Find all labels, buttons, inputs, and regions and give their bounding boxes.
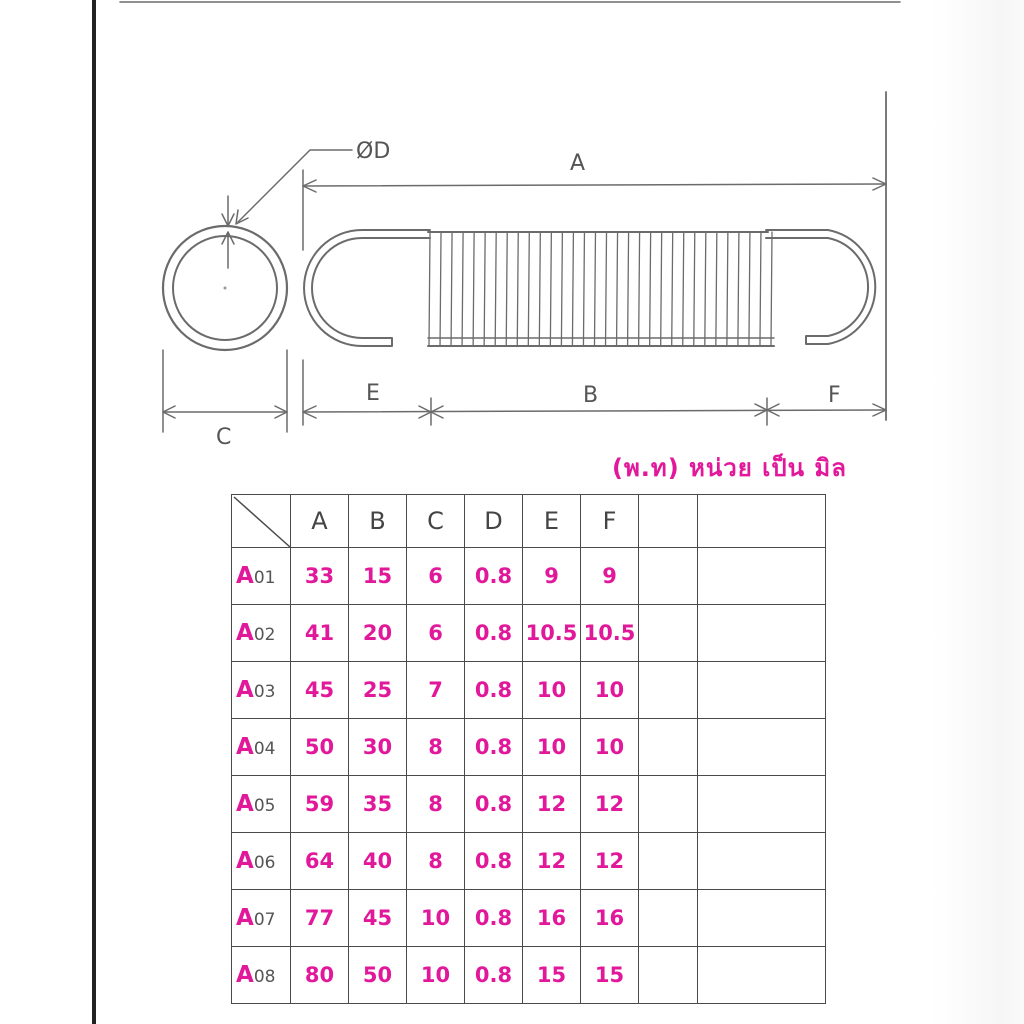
- cell-value: 15: [594, 963, 625, 987]
- table-row: [232, 833, 826, 890]
- blank-cell: [639, 548, 698, 605]
- cell-value: 12: [594, 792, 625, 816]
- cell-value: 59: [304, 792, 335, 816]
- cell-e: [523, 548, 581, 605]
- table-row: [232, 719, 826, 776]
- cell-e: [523, 719, 581, 776]
- cell-value: 25: [362, 678, 393, 702]
- dimension-a: [303, 92, 886, 420]
- diagonal-line: [232, 495, 292, 549]
- cell-value: 10: [420, 906, 451, 930]
- coil-turn: [628, 232, 629, 346]
- cell-value: 16: [594, 906, 625, 930]
- blank-cell: [639, 947, 698, 1004]
- cell-e: [523, 662, 581, 719]
- cell-value: 0.8: [474, 564, 513, 588]
- header-a: A: [291, 495, 349, 548]
- cell-b: [349, 605, 407, 662]
- cell-value: 10: [594, 735, 625, 759]
- coil-turn: [561, 232, 562, 346]
- coil-turn: [672, 232, 673, 346]
- row-code: [232, 776, 291, 833]
- row-code-number: 05: [253, 796, 276, 816]
- cell-value: 35: [362, 792, 393, 816]
- cell-value: 45: [362, 906, 393, 930]
- cell-value: 77: [304, 906, 335, 930]
- cell-c: [407, 662, 465, 719]
- cell-a: [291, 719, 349, 776]
- row-code-letter: A: [236, 734, 254, 760]
- row-code-letter: A: [236, 620, 254, 646]
- cell-c: [407, 605, 465, 662]
- cell-value: 50: [304, 735, 335, 759]
- coil-turn: [462, 232, 463, 346]
- coil-turn: [484, 232, 485, 346]
- cell-f: [581, 890, 639, 947]
- cell-f: [581, 833, 639, 890]
- cell-value: 8: [428, 735, 443, 759]
- coil-turn: [650, 232, 651, 346]
- cell-e: [523, 833, 581, 890]
- coil-turn: [705, 232, 706, 346]
- cell-value: 7: [428, 678, 443, 702]
- blank-cell: [639, 776, 698, 833]
- cell-value: 16: [536, 906, 567, 930]
- cell-b: [349, 719, 407, 776]
- cell-value: 12: [536, 792, 567, 816]
- cell-value: 0.8: [474, 849, 513, 873]
- cell-d: [465, 776, 523, 833]
- spring-spec-table: [231, 494, 826, 1004]
- coil-turn: [550, 232, 551, 346]
- cell-c: [407, 719, 465, 776]
- row-code: [232, 833, 291, 890]
- cell-value: 30: [362, 735, 393, 759]
- row-code-number: 01: [253, 568, 276, 588]
- header-e: E: [523, 495, 581, 548]
- cell-value: 0.8: [474, 906, 513, 930]
- cell-e: [523, 947, 581, 1004]
- blank-cell: [698, 947, 826, 1004]
- row-code: [232, 719, 291, 776]
- cell-b: [349, 548, 407, 605]
- row-code-letter: A: [236, 791, 254, 817]
- cell-b: [349, 833, 407, 890]
- header-b: B: [349, 495, 407, 548]
- blank-cell: [639, 833, 698, 890]
- cell-value: 40: [362, 849, 393, 873]
- spring-technical-drawing: [0, 0, 1024, 470]
- cell-a: [291, 890, 349, 947]
- blank-cell: [698, 890, 826, 947]
- cell-f: [581, 548, 639, 605]
- row-code: [232, 605, 291, 662]
- coil-turn: [583, 232, 584, 346]
- unit-note: (พ.ท) หน่วย เป็น มิล: [612, 454, 847, 482]
- blank-cell: [698, 548, 826, 605]
- label-dimension-e: E: [366, 381, 380, 406]
- cell-e: [523, 776, 581, 833]
- blank-cell: [698, 662, 826, 719]
- cell-d: [465, 548, 523, 605]
- cell-c: [407, 833, 465, 890]
- header-blank-2: [698, 495, 826, 548]
- cell-value: 0.8: [474, 678, 513, 702]
- cell-a: [291, 548, 349, 605]
- coil-turn: [683, 232, 684, 346]
- cell-f: [581, 605, 639, 662]
- coil-turn: [517, 232, 518, 346]
- coil-turn: [716, 232, 717, 346]
- cell-value: 8: [428, 849, 443, 873]
- label-diameter-d: ØD: [356, 139, 391, 164]
- cell-d: [465, 947, 523, 1004]
- coil-turn: [749, 232, 750, 346]
- cell-a: [291, 662, 349, 719]
- cell-value: 45: [304, 678, 335, 702]
- coil-turn: [440, 232, 441, 346]
- blank-cell: [639, 890, 698, 947]
- cell-c: [407, 890, 465, 947]
- cell-value: 8: [428, 792, 443, 816]
- coil-turn: [694, 232, 695, 346]
- coil-turn: [429, 232, 430, 346]
- cell-value: 64: [304, 849, 335, 873]
- cell-value: 10: [536, 678, 567, 702]
- row-code-number: 04: [253, 739, 276, 759]
- coil-turn: [473, 232, 474, 346]
- cell-value: 9: [544, 564, 559, 588]
- blank-cell: [698, 833, 826, 890]
- cell-value: 10: [420, 963, 451, 987]
- coil-turn: [506, 232, 507, 346]
- coil-turn: [528, 232, 529, 346]
- cell-value: 33: [304, 564, 335, 588]
- blank-cell: [698, 605, 826, 662]
- cell-value: 10: [536, 735, 567, 759]
- coil-turn: [617, 232, 618, 346]
- cell-value: 41: [304, 621, 335, 645]
- cell-c: [407, 776, 465, 833]
- cell-value: 9: [602, 564, 617, 588]
- coil-turn: [606, 232, 607, 346]
- coil-turn: [594, 232, 595, 346]
- header-d: D: [465, 495, 523, 548]
- blank-cell: [639, 662, 698, 719]
- row-code-letter: A: [236, 962, 254, 988]
- blank-cell: [698, 719, 826, 776]
- row-code-letter: A: [236, 563, 254, 589]
- cell-f: [581, 662, 639, 719]
- cell-value: 0.8: [474, 963, 513, 987]
- cell-value: 0.8: [474, 792, 513, 816]
- coil-turn: [771, 232, 772, 346]
- cell-a: [291, 833, 349, 890]
- cell-d: [465, 662, 523, 719]
- cell-b: [349, 776, 407, 833]
- cell-value: 6: [428, 564, 443, 588]
- cell-a: [291, 947, 349, 1004]
- coil-turn: [760, 232, 761, 346]
- coil-turn: [738, 232, 739, 346]
- table-corner-cell: [232, 495, 291, 548]
- cell-value: 20: [362, 621, 393, 645]
- cell-a: [291, 776, 349, 833]
- cell-e: [523, 890, 581, 947]
- cell-d: [465, 890, 523, 947]
- coil-turn: [639, 232, 640, 346]
- coil-turn: [572, 232, 573, 346]
- table-row: [232, 662, 826, 719]
- table-row: [232, 548, 826, 605]
- table-row: [232, 890, 826, 947]
- cell-b: [349, 890, 407, 947]
- coil-turn: [661, 232, 662, 346]
- row-code-number: 06: [253, 853, 276, 873]
- row-code: [232, 662, 291, 719]
- row-code: [232, 548, 291, 605]
- cell-value: 12: [536, 849, 567, 873]
- cell-value: 10.5: [525, 621, 578, 645]
- cell-value: 15: [536, 963, 567, 987]
- coil-turn: [451, 232, 452, 346]
- blank-cell: [639, 605, 698, 662]
- row-code: [232, 947, 291, 1004]
- row-code-letter: A: [236, 848, 254, 874]
- cell-c: [407, 947, 465, 1004]
- dimension-c: [163, 350, 287, 432]
- cell-e: [523, 605, 581, 662]
- row-code-number: 03: [253, 682, 276, 702]
- row-code-letter: A: [236, 677, 254, 703]
- cell-b: [349, 662, 407, 719]
- cell-value: 10.5: [583, 621, 636, 645]
- table-row: [232, 947, 826, 1004]
- table-header-row: [232, 495, 826, 548]
- cell-b: [349, 947, 407, 1004]
- row-code: [232, 890, 291, 947]
- cell-value: 15: [362, 564, 393, 588]
- row-code-number: 08: [253, 967, 276, 987]
- cell-value: 12: [594, 849, 625, 873]
- coil-turn: [495, 232, 496, 346]
- cell-value: 0.8: [474, 621, 513, 645]
- cell-value: 10: [594, 678, 625, 702]
- cell-d: [465, 605, 523, 662]
- cell-value: 0.8: [474, 735, 513, 759]
- coil-turn: [539, 232, 540, 346]
- table-row: [232, 776, 826, 833]
- header-blank-1: [639, 495, 698, 548]
- header-f: F: [581, 495, 639, 548]
- row-code-number: 07: [253, 910, 276, 930]
- cell-d: [465, 719, 523, 776]
- cell-f: [581, 719, 639, 776]
- cell-d: [465, 833, 523, 890]
- label-dimension-c: C: [216, 425, 232, 450]
- cell-value: 6: [428, 621, 443, 645]
- cell-a: [291, 605, 349, 662]
- label-dimension-b: B: [583, 383, 599, 408]
- cell-value: 50: [362, 963, 393, 987]
- cell-f: [581, 776, 639, 833]
- label-dimension-f: F: [828, 383, 841, 408]
- spring-side-view: [304, 230, 875, 346]
- label-dimension-a: A: [570, 151, 586, 176]
- blank-cell: [639, 719, 698, 776]
- blank-cell: [698, 776, 826, 833]
- header-c: C: [407, 495, 465, 548]
- cell-f: [581, 947, 639, 1004]
- row-code-number: 02: [253, 625, 276, 645]
- cell-c: [407, 548, 465, 605]
- row-code-letter: A: [236, 905, 254, 931]
- cell-value: 80: [304, 963, 335, 987]
- table-row: [232, 605, 826, 662]
- coil-turn: [727, 232, 728, 346]
